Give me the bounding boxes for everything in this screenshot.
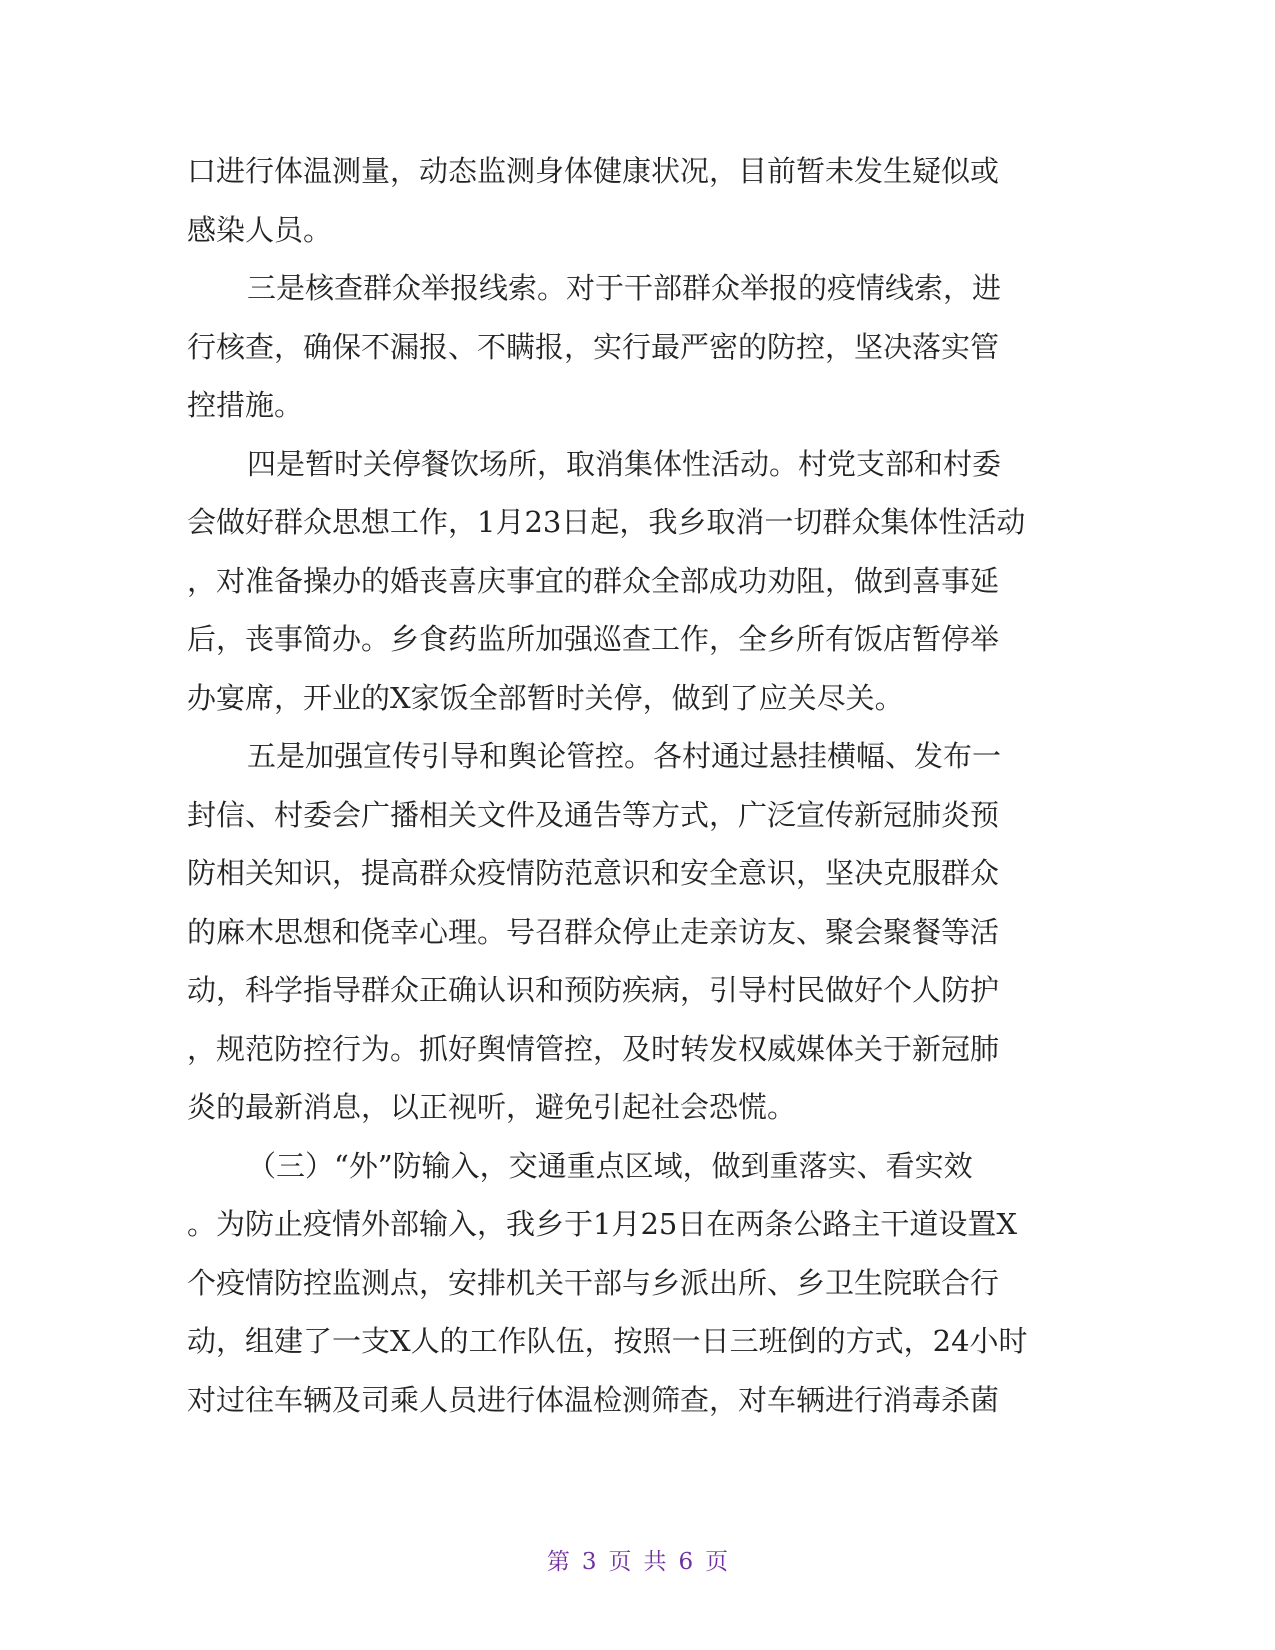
paragraph-start-line: 三是核查群众举报线索。对于干部群众举报的疫情线索，进 bbox=[247, 271, 1002, 305]
footer-label-total: 共 bbox=[643, 1549, 667, 1575]
text-line: ，对准备操办的婚丧喜庆事宜的群众全部成功劝阻，做到喜事延 bbox=[187, 563, 1000, 598]
footer-total-pages: 6 bbox=[678, 1549, 694, 1575]
text-line: 感染人员。 bbox=[187, 212, 333, 247]
text-line: 。为防止疫情外部输入，我乡于1月25日在两条公路主干道设置X bbox=[187, 1207, 1017, 1241]
page-footer bbox=[0, 1543, 1275, 1576]
text-line: 行核查，确保不漏报、不瞒报，实行最严密的防控，坚决落实管 bbox=[187, 329, 1000, 364]
text-line: 对过往车辆及司乘人员进行体温检测筛查，对车辆进行消毒杀菌 bbox=[187, 1382, 1000, 1417]
footer-current-page: 3 bbox=[581, 1549, 597, 1575]
text-line: 会做好群众思想工作，1月23日起，我乡取消一切群众集体性活动 bbox=[187, 505, 1026, 539]
text-line: 控措施。 bbox=[187, 388, 304, 422]
text-line: 后，丧事简办。乡食药监所加强巡查工作，全乡所有饭店暂停举 bbox=[187, 622, 1000, 656]
paragraph-start-line: 五是加强宣传引导和舆论管控。各村通过悬挂横幅、发布一 bbox=[247, 739, 1002, 773]
text-line: 炎的最新消息，以正视听，避免引起社会恐慌。 bbox=[187, 1090, 797, 1124]
text-line: 封信、村委会广播相关文件及通告等方式，广泛宣传新冠肺炎预 bbox=[187, 797, 1000, 832]
text-line: 个疫情防控监测点，安排机关干部与乡派出所、乡卫生院联合行 bbox=[187, 1265, 1000, 1300]
footer-label-page-unit: 页 bbox=[608, 1549, 632, 1575]
text-line: 的麻木思想和侥幸心理。号召群众停止走亲访友、聚会聚餐等活 bbox=[187, 914, 1000, 949]
paragraph-start-line: （三）“外”防输入，交通重点区域，做到重落实、看实效 bbox=[247, 1148, 973, 1183]
text-line: 口进行体温测量，动态监测身体健康状况，目前暂未发生疑似或 bbox=[187, 154, 1000, 188]
footer-label-total-unit: 页 bbox=[705, 1549, 729, 1575]
paragraph-start-line: 四是暂时关停餐饮场所，取消集体性活动。村党支部和村委 bbox=[247, 446, 1002, 481]
body-text bbox=[187, 142, 1077, 1429]
text-line: ，规范防控行为。抓好舆情管控，及时转发权威媒体关于新冠肺 bbox=[187, 1031, 1000, 1066]
footer-label-page: 第 bbox=[546, 1549, 570, 1575]
text-line: 办宴席，开业的X家饭全部暂时关停，做到了应关尽关。 bbox=[187, 680, 904, 715]
text-line: 防相关知识，提高群众疫情防范意识和安全意识，坚决克服群众 bbox=[187, 856, 1000, 890]
text-line: 动，组建了一支X人的工作队伍，按照一日三班倒的方式，24小时 bbox=[187, 1324, 1028, 1358]
text-line: 动，科学指导群众正确认识和预防疾病，引导村民做好个人防护 bbox=[187, 973, 1000, 1007]
